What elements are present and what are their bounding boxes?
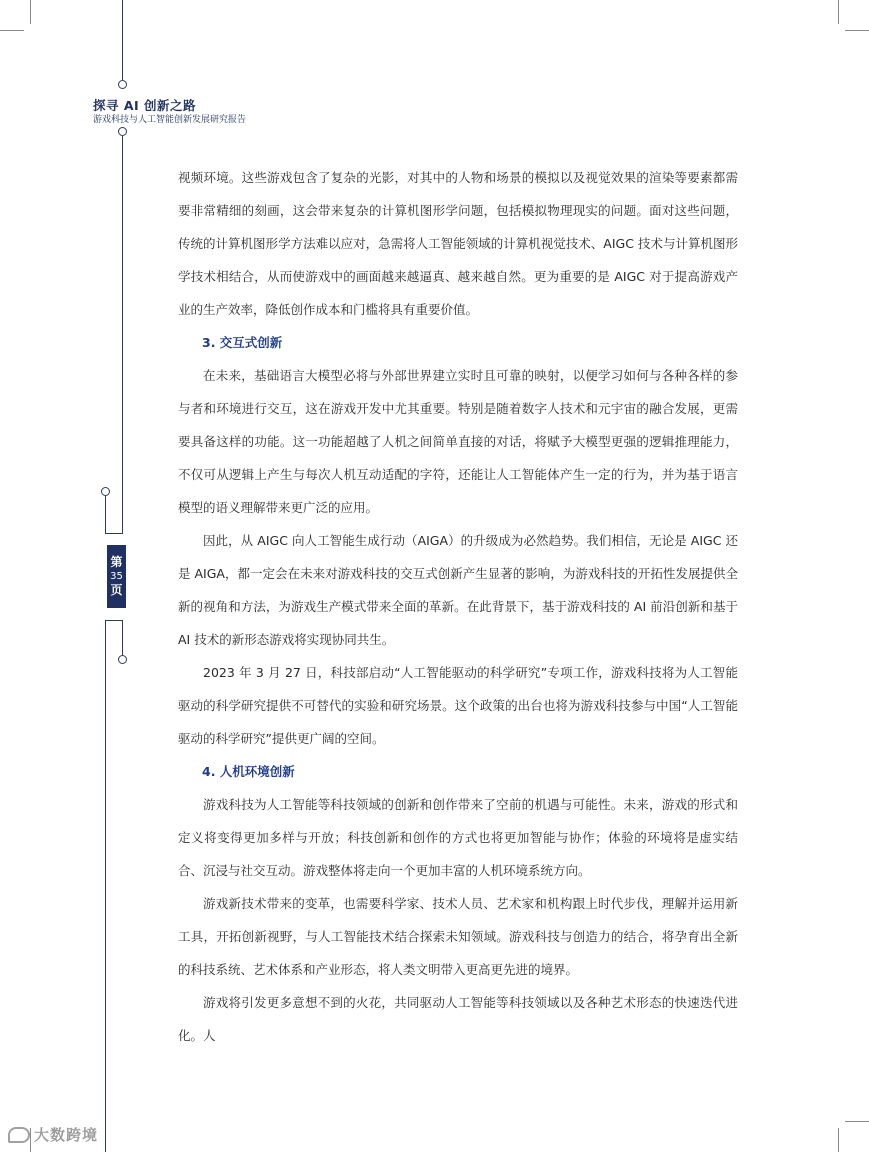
- crop-mark: [845, 30, 869, 31]
- report-subtitle: 游戏科技与人工智能创新发展研究报告: [93, 115, 247, 125]
- margin-rule: [105, 496, 106, 533]
- margin-rule: [105, 620, 106, 1152]
- report-title: 探寻 AI 创新之路: [93, 98, 197, 113]
- watermark: [8, 1124, 98, 1145]
- crop-mark: [845, 1121, 869, 1122]
- paragraph: 因此，从 AIGC 向人工智能生成行动（AIGA）的升级成为必然趋势。我们相信，无论是 AIGC 还是 AIGA，都一定会在未来对游戏科技的交互式创新产生显著的影响，为游戏科技的开拓性发展提供全新的视角和方法，为游戏生产模式带来全面的革新。在此背景下，基于游戏科技的 AI 前沿创新和基于 AI 技术的新形态游戏将实现协同共生。: [178, 533, 738, 647]
- body-text: [178, 161, 738, 1052]
- margin-rule: [122, 0, 123, 80]
- margin-rule-bracket: [105, 620, 123, 621]
- paragraph: 2023 年 3 月 27 日，科技部启动“人工智能驱动的科学研究”专项工作，游戏科技将为人工智能驱动的科学研究提供不可替代的实验和研究场景。这个政策的出台也将为游戏科技参与中国“人工智能驱动的科学研究”提供更广阔的空间。: [178, 665, 738, 746]
- margin-rule-node: [118, 127, 127, 136]
- crop-mark: [838, 1128, 839, 1152]
- paragraph: 视频环境。这些游戏包含了复杂的光影，对其中的人物和场景的模拟以及视觉效果的渲染等要素都需要非常精细的刻画，这会带来复杂的计算机图形学问题，包括模拟物理现实的问题。面对这些问题，传统的计算机图形学方法难以应对，急需将人工智能领域的计算机视觉技术、AIGC 技术与计算机图形学技术相结合，从而使游戏中的画面越来越逼真、越来越自然。更为重要的是 AIGC 对于提高游戏产业的生产效率，降低创作成本和门槛将具有重要价值。: [178, 170, 738, 317]
- margin-rule-bracket: [105, 533, 123, 534]
- page-number: 35: [110, 571, 123, 582]
- section-heading: 3. 交互式创新: [202, 335, 283, 350]
- watermark-text: 大数跨境: [34, 1126, 99, 1144]
- margin-rule: [122, 620, 123, 655]
- crop-mark: [30, 0, 31, 24]
- margin-rule-node: [118, 655, 127, 664]
- paragraph: 游戏将引发更多意想不到的火花，共同驱动人工智能等科技领域以及各种艺术形态的快速迭代进化。人: [178, 995, 738, 1043]
- paragraph: 游戏科技为人工智能等科技领域的创新和创作带来了空前的机遇与可能性。未来，游戏的形式和定义将变得更加多样与开放；科技创新和创作的方式也将更加智能与协作；体验的环境将是虚实结合、沉浸与社交互动。游戏整体将走向一个更加丰富的人机环境系统方向。: [178, 797, 738, 878]
- crop-mark: [0, 30, 24, 31]
- watermark-logo-icon: [8, 1127, 30, 1143]
- page-suffix: 页: [110, 583, 123, 597]
- crop-mark: [838, 0, 839, 24]
- margin-rule-node: [101, 487, 110, 496]
- section-heading: 4. 人机环境创新: [202, 764, 295, 779]
- page-number-badge: [107, 545, 126, 608]
- margin-rule: [122, 136, 123, 533]
- page-prefix: 第: [110, 554, 123, 569]
- margin-rule-node: [118, 80, 127, 89]
- paragraph: 在未来，基础语言大模型必将与外部世界建立实时且可靠的映射，以便学习如何与各种各样的参与者和环境进行交互，这在游戏开发中尤其重要。特别是随着数字人技术和元宇宙的融合发展，更需要具备这样的功能。这一功能超越了人机之间简单直接的对话，将赋予大模型更强的逻辑推理能力，不仅可从逻辑上产生与每次人机互动适配的字符，还能让人工智能体产生一定的行为，并为基于语言模型的语义理解带来更广泛的应用。: [178, 368, 738, 515]
- paragraph: 游戏新技术带来的变革，也需要科学家、技术人员、艺术家和机构跟上时代步伐，理解并运用新工具，开拓创新视野，与人工智能技术结合探索未知领域。游戏科技与创造力的结合，将孕育出全新的科技系统、艺术体系和产业形态，将人类文明带入更高更先进的境界。: [178, 896, 738, 977]
